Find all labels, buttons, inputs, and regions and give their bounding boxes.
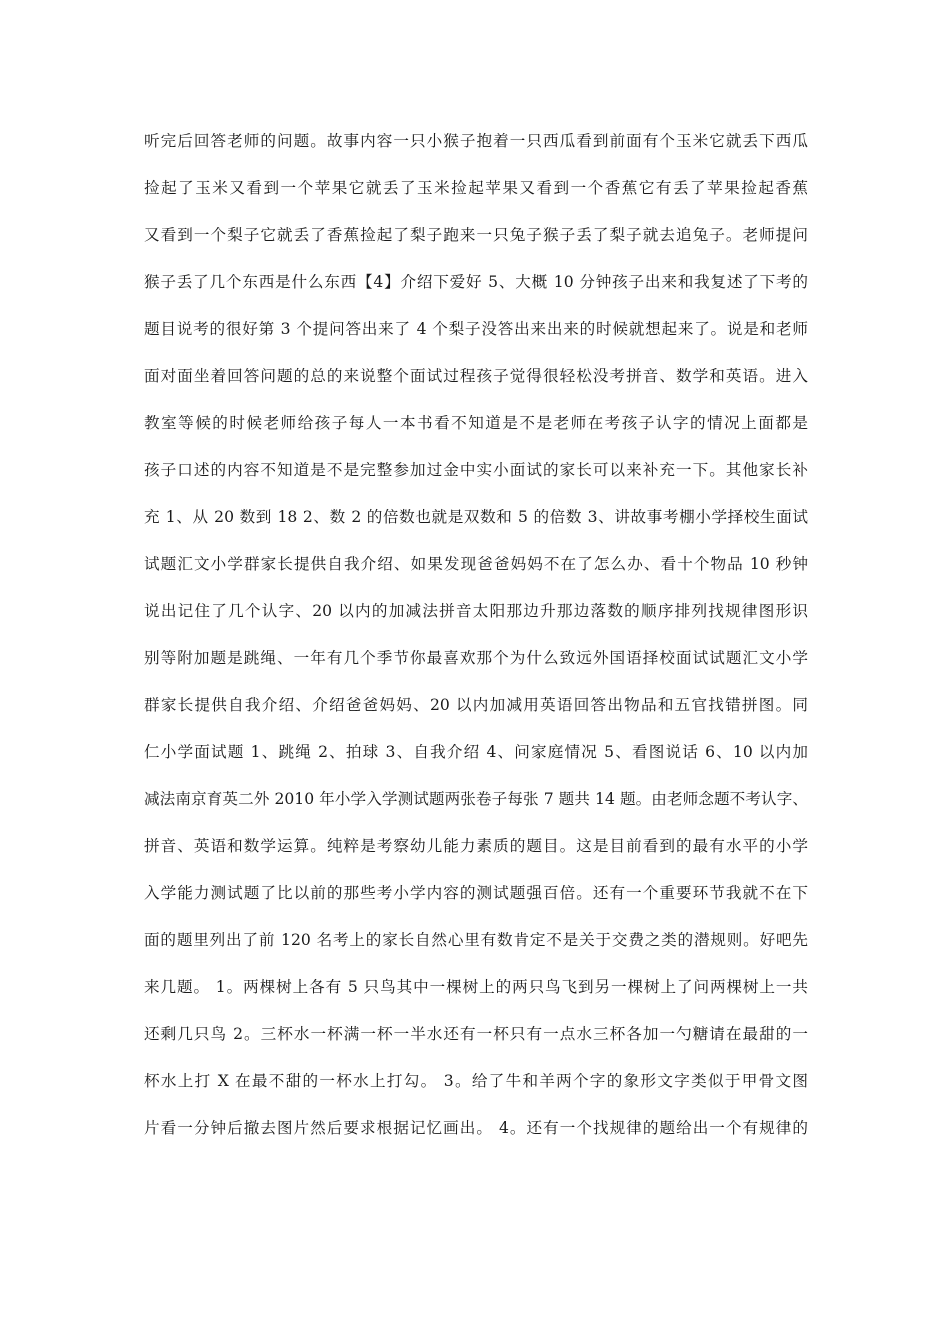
text-line: 听完后回答老师的问题。故事内容一只小猴子抱着一只西瓜看到前面有个玉米它就丢下西瓜 <box>144 132 808 150</box>
text-line: 来几题。 1。两棵树上各有 5 只鸟其中一棵树上的两只鸟飞到另一棵树上了问两棵树上一共 <box>144 978 808 996</box>
text-line: 捡起了玉米又看到一个苹果它就丢了玉米捡起苹果又看到一个香蕉它有丢了苹果捡起香蕉 <box>144 179 808 197</box>
text-line: 别等附加题是跳绳、一年有几个季节你最喜欢那个为什么致远外国语择校面试试题汇文小学 <box>144 649 808 667</box>
text-line: 又看到一个梨子它就丢了香蕉捡起了梨子跑来一只兔子猴子丢了梨子就去追兔子。老师提问 <box>144 226 808 244</box>
text-line: 仁小学面试题 1、跳绳 2、拍球 3、自我介绍 4、问家庭情况 5、看图说话 6、10 以内加 <box>144 743 808 761</box>
text-line: 猴子丢了几个东西是什么东西【4】介绍下爱好 5、大概 10 分钟孩子出来和我复述了下考的 <box>144 273 808 291</box>
body-text <box>144 124 808 1158</box>
text-line: 面对面坐着回答问题的总的来说整个面试过程孩子觉得很轻松没考拼音、数学和英语。进入 <box>144 367 808 385</box>
text-line: 试题汇文小学群家长提供自我介绍、如果发现爸爸妈妈不在了怎么办、看十个物品 10 秒钟 <box>144 555 808 573</box>
text-line: 说出记住了几个认字、20 以内的加减法拼音太阳那边升那边落数的顺序排列找规律图形识 <box>144 602 808 620</box>
text-line: 题目说考的很好第 3 个提问答出来了 4 个梨子没答出来出来的时候就想起来了。说是和老师 <box>144 320 808 338</box>
text-line: 减法南京育英二外 2010 年小学入学测试题两张卷子每张 7 题共 14 题。由老师念题不考认字、 <box>144 790 808 808</box>
text-line: 入学能力测试题了比以前的那些考小学内容的测试题强百倍。还有一个重要环节我就不在下 <box>144 884 808 902</box>
text-line: 教室等候的时候老师给孩子每人一本书看不知道是不是老师在考孩子认字的情况上面都是 <box>144 414 808 432</box>
text-line: 杯水上打 X 在最不甜的一杯水上打勾。 3。给了牛和羊两个字的象形文字类似于甲骨文图 <box>144 1072 808 1090</box>
text-line: 孩子口述的内容不知道是不是完整参加过金中实小面试的家长可以来补充一下。其他家长补 <box>144 461 808 479</box>
text-line: 还剩几只鸟 2。三杯水一杯满一杯一半水还有一杯只有一点水三杯各加一勺糖请在最甜的一 <box>144 1025 808 1043</box>
text-line: 充 1、从 20 数到 18 2、数 2 的倍数也就是双数和 5 的倍数 3、讲故事考棚小学择校生面试 <box>144 508 808 526</box>
text-line: 片看一分钟后撤去图片然后要求根据记忆画出。 4。还有一个找规律的题给出一个有规律的 <box>144 1119 808 1137</box>
text-line: 面的题里列出了前 120 名考上的家长自然心里有数肯定不是关于交费之类的潜规则。好吧先 <box>144 931 808 949</box>
text-line: 群家长提供自我介绍、介绍爸爸妈妈、20 以内加减用英语回答出物品和五官找错拼图。同 <box>144 696 808 714</box>
text-line: 拼音、英语和数学运算。纯粹是考察幼儿能力素质的题目。这是目前看到的最有水平的小学 <box>144 837 808 855</box>
